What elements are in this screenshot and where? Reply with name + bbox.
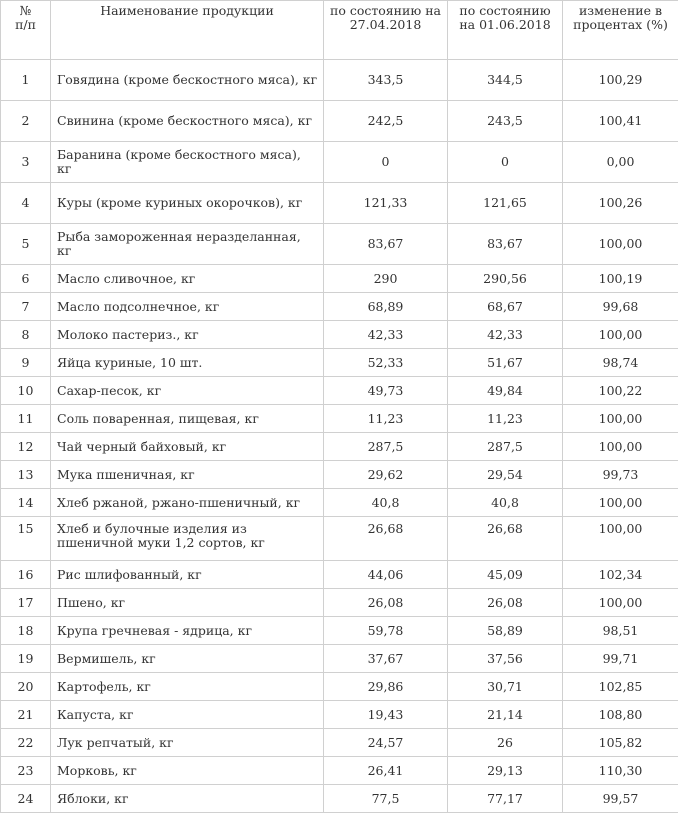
price-date2: 29,13 — [448, 757, 563, 785]
product-name: Картофель, кг — [51, 673, 324, 701]
row-number: 11 — [1, 405, 51, 433]
header-num: № п/п — [1, 1, 51, 60]
row-number: 13 — [1, 461, 51, 489]
price-date2: 77,17 — [448, 785, 563, 813]
price-date1: 29,62 — [324, 461, 448, 489]
table-row — [1, 701, 678, 729]
change-percent: 99,71 — [563, 645, 678, 673]
row-number: 19 — [1, 645, 51, 673]
change-percent: 99,73 — [563, 461, 678, 489]
change-percent: 100,00 — [563, 589, 678, 617]
table-row — [1, 517, 678, 561]
table-row — [1, 489, 678, 517]
change-percent: 108,80 — [563, 701, 678, 729]
price-date1: 24,57 — [324, 729, 448, 757]
change-percent: 99,57 — [563, 785, 678, 813]
price-date2: 83,67 — [448, 224, 563, 265]
row-number: 17 — [1, 589, 51, 617]
row-number: 24 — [1, 785, 51, 813]
product-name: Баранина (кроме бескостного мяса), кг — [51, 142, 324, 183]
change-percent: 100,22 — [563, 377, 678, 405]
price-date2: 344,5 — [448, 60, 563, 101]
change-percent: 98,51 — [563, 617, 678, 645]
row-number: 10 — [1, 377, 51, 405]
price-date2: 11,23 — [448, 405, 563, 433]
product-name: Пшено, кг — [51, 589, 324, 617]
price-date1: 26,68 — [324, 517, 448, 561]
row-number: 22 — [1, 729, 51, 757]
change-percent: 102,85 — [563, 673, 678, 701]
price-date2: 42,33 — [448, 321, 563, 349]
change-percent: 100,00 — [563, 224, 678, 265]
change-percent: 100,00 — [563, 517, 678, 561]
price-date1: 242,5 — [324, 101, 448, 142]
row-number: 15 — [1, 517, 51, 561]
product-name: Хлеб и булочные изделия из пшеничной муки 1,2 сортов, кг — [51, 517, 324, 561]
table-row — [1, 617, 678, 645]
product-name: Вермишель, кг — [51, 645, 324, 673]
price-date2: 121,65 — [448, 183, 563, 224]
price-date1: 42,33 — [324, 321, 448, 349]
table-row — [1, 142, 678, 183]
header-date1: по состоянию на 27.04.2018 — [324, 1, 448, 60]
product-name: Хлеб ржаной, ржано-пшеничный, кг — [51, 489, 324, 517]
price-date1: 11,23 — [324, 405, 448, 433]
change-percent: 100,41 — [563, 101, 678, 142]
row-number: 23 — [1, 757, 51, 785]
change-percent: 105,82 — [563, 729, 678, 757]
change-percent: 99,68 — [563, 293, 678, 321]
table-row — [1, 60, 678, 101]
table-row — [1, 377, 678, 405]
change-percent: 100,00 — [563, 321, 678, 349]
row-number: 6 — [1, 265, 51, 293]
row-number: 18 — [1, 617, 51, 645]
price-date1: 83,67 — [324, 224, 448, 265]
product-name: Рис шлифованный, кг — [51, 561, 324, 589]
price-date1: 68,89 — [324, 293, 448, 321]
price-date1: 19,43 — [324, 701, 448, 729]
product-name: Капуста, кг — [51, 701, 324, 729]
table-row — [1, 645, 678, 673]
price-date2: 26,08 — [448, 589, 563, 617]
price-date2: 49,84 — [448, 377, 563, 405]
header-name: Наименование продукции — [51, 1, 324, 60]
table-row — [1, 293, 678, 321]
row-number: 12 — [1, 433, 51, 461]
price-date2: 0 — [448, 142, 563, 183]
header-date2: по состоянию на 01.06.2018 — [448, 1, 563, 60]
row-number: 16 — [1, 561, 51, 589]
row-number: 1 — [1, 60, 51, 101]
price-date1: 0 — [324, 142, 448, 183]
price-date1: 77,5 — [324, 785, 448, 813]
product-name: Куры (кроме куриных окорочков), кг — [51, 183, 324, 224]
price-date2: 26,68 — [448, 517, 563, 561]
row-number: 9 — [1, 349, 51, 377]
price-date1: 29,86 — [324, 673, 448, 701]
price-date2: 30,71 — [448, 673, 563, 701]
product-name: Яйца куриные, 10 шт. — [51, 349, 324, 377]
price-date2: 37,56 — [448, 645, 563, 673]
price-date1: 40,8 — [324, 489, 448, 517]
price-date1: 26,41 — [324, 757, 448, 785]
product-name: Лук репчатый, кг — [51, 729, 324, 757]
price-date1: 37,67 — [324, 645, 448, 673]
table-row — [1, 433, 678, 461]
price-date1: 49,73 — [324, 377, 448, 405]
table-row — [1, 729, 678, 757]
product-name: Чай черный байховый, кг — [51, 433, 324, 461]
table-row — [1, 461, 678, 489]
row-number: 2 — [1, 101, 51, 142]
table-row — [1, 673, 678, 701]
product-name: Молоко пастериз., кг — [51, 321, 324, 349]
table-row — [1, 589, 678, 617]
row-number: 3 — [1, 142, 51, 183]
price-date1: 290 — [324, 265, 448, 293]
price-date2: 51,67 — [448, 349, 563, 377]
price-date2: 290,56 — [448, 265, 563, 293]
product-name: Крупа гречневая - ядрица, кг — [51, 617, 324, 645]
price-date2: 243,5 — [448, 101, 563, 142]
change-percent: 100,00 — [563, 433, 678, 461]
table-row — [1, 183, 678, 224]
row-number: 21 — [1, 701, 51, 729]
price-date2: 26 — [448, 729, 563, 757]
price-date1: 343,5 — [324, 60, 448, 101]
row-number: 4 — [1, 183, 51, 224]
product-name: Масло сливочное, кг — [51, 265, 324, 293]
table-row — [1, 101, 678, 142]
header-row — [1, 1, 678, 60]
header-change: изменение в процентах (%) — [563, 1, 678, 60]
row-number: 20 — [1, 673, 51, 701]
row-number: 14 — [1, 489, 51, 517]
table-row — [1, 785, 678, 813]
product-name: Масло подсолнечное, кг — [51, 293, 324, 321]
product-name: Говядина (кроме бескостного мяса), кг — [51, 60, 324, 101]
change-percent: 100,00 — [563, 405, 678, 433]
price-date2: 40,8 — [448, 489, 563, 517]
change-percent: 0,00 — [563, 142, 678, 183]
price-date2: 68,67 — [448, 293, 563, 321]
change-percent: 102,34 — [563, 561, 678, 589]
row-number: 5 — [1, 224, 51, 265]
change-percent: 98,74 — [563, 349, 678, 377]
price-date1: 26,08 — [324, 589, 448, 617]
product-name: Сахар-песок, кг — [51, 377, 324, 405]
price-date2: 58,89 — [448, 617, 563, 645]
price-date1: 59,78 — [324, 617, 448, 645]
price-date2: 45,09 — [448, 561, 563, 589]
product-name: Мука пшеничная, кг — [51, 461, 324, 489]
table-row — [1, 224, 678, 265]
table-row — [1, 757, 678, 785]
price-date1: 121,33 — [324, 183, 448, 224]
change-percent: 100,19 — [563, 265, 678, 293]
table-row — [1, 321, 678, 349]
product-name: Свинина (кроме бескостного мяса), кг — [51, 101, 324, 142]
price-date1: 44,06 — [324, 561, 448, 589]
price-date1: 287,5 — [324, 433, 448, 461]
price-date1: 52,33 — [324, 349, 448, 377]
table-row — [1, 561, 678, 589]
row-number: 7 — [1, 293, 51, 321]
product-name: Рыба замороженная неразделанная, кг — [51, 224, 324, 265]
product-name: Соль поваренная, пищевая, кг — [51, 405, 324, 433]
product-name: Морковь, кг — [51, 757, 324, 785]
price-date2: 21,14 — [448, 701, 563, 729]
table-row — [1, 349, 678, 377]
row-number: 8 — [1, 321, 51, 349]
change-percent: 110,30 — [563, 757, 678, 785]
table-row — [1, 265, 678, 293]
change-percent: 100,29 — [563, 60, 678, 101]
change-percent: 100,00 — [563, 489, 678, 517]
change-percent: 100,26 — [563, 183, 678, 224]
price-date2: 29,54 — [448, 461, 563, 489]
table-row — [1, 405, 678, 433]
price-date2: 287,5 — [448, 433, 563, 461]
product-name: Яблоки, кг — [51, 785, 324, 813]
